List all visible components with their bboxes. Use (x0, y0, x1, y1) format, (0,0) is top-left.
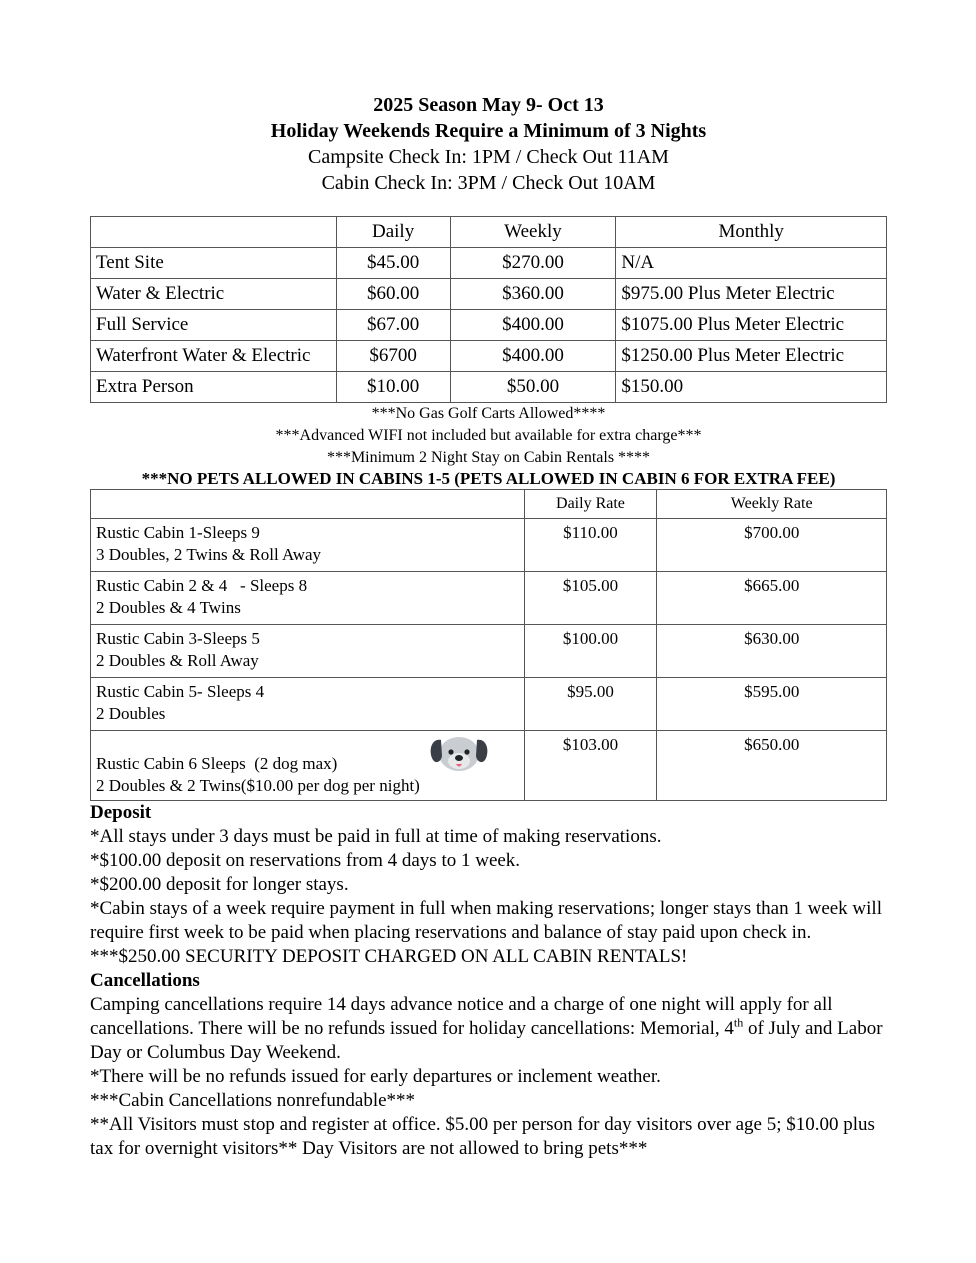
table-row (91, 248, 887, 279)
cancellation-text: Camping cancellations require 14 days advance notice and a charge of one night will apply for all cancellations. There will be no refunds issued for holiday cancellations: Memorial, 4 (90, 994, 833, 1039)
ordinal-suffix: th (733, 1015, 744, 1030)
site-type: Tent Site (91, 248, 337, 279)
cancellation-line (90, 993, 887, 1065)
daily-rate: $110.00 (524, 519, 657, 572)
daily-rate: $10.00 (336, 372, 450, 403)
cancellation-text: of July and Labor Day or Columbus Day Weekend. (90, 1018, 883, 1063)
monthly-rate: $150.00 (616, 372, 887, 403)
cabin-description (91, 625, 525, 678)
table-row (91, 572, 887, 625)
table-row (91, 310, 887, 341)
table-row (91, 341, 887, 372)
header-cell: Daily (336, 217, 450, 248)
deposit-heading: Deposit (90, 802, 152, 823)
weekly-rate: $270.00 (450, 248, 616, 279)
daily-rate: $100.00 (524, 625, 657, 678)
daily-rate: $6700 (336, 341, 450, 372)
header (90, 92, 887, 196)
monthly-rate: $1250.00 Plus Meter Electric (616, 341, 887, 372)
site-type: Extra Person (91, 372, 337, 403)
rate-sheet (90, 92, 887, 1161)
table-row (91, 372, 887, 403)
site-type: Waterfront Water & Electric (91, 341, 337, 372)
header-cell (91, 490, 525, 519)
monthly-rate: $975.00 Plus Meter Electric (616, 279, 887, 310)
table-row (91, 519, 887, 572)
cancellation-line: *There will be no refunds issued for early departures or inclement weather. (90, 1066, 661, 1087)
weekly-rate: $400.00 (450, 310, 616, 341)
cabin-description (91, 731, 525, 801)
site-type: Full Service (91, 310, 337, 341)
campsite-rates-table (90, 216, 887, 403)
cabin-name: Rustic Cabin 2 & 4 - Sleeps 8 (96, 576, 308, 595)
daily-rate: $45.00 (336, 248, 450, 279)
cabin-beds: 2 Doubles & 4 Twins (96, 598, 241, 617)
table-row (91, 279, 887, 310)
table-header-row (91, 490, 887, 519)
header-cell: Weekly (450, 217, 616, 248)
weekly-rate: $400.00 (450, 341, 616, 372)
cabin-name: Rustic Cabin 1-Sleeps 9 (96, 523, 260, 542)
cabin-name: Rustic Cabin 5- Sleeps 4 (96, 682, 265, 701)
weekly-rate: $700.00 (657, 519, 887, 572)
deposit-line: *Cabin stays of a week require payment in full when making reservations; longer stays than 1 week will require first week to be paid when placing reservations and balance of stay paid upon check in. ***$250.00 SECURITY DEPOSIT CHARGED ON ALL CABIN RENTALS! (90, 898, 882, 967)
monthly-rate: $1075.00 Plus Meter Electric (616, 310, 887, 341)
daily-rate: $95.00 (524, 678, 657, 731)
dog-face-icon (427, 732, 491, 772)
header-cell: Monthly (616, 217, 887, 248)
cabin-beds: 2 Doubles (96, 704, 166, 723)
header-cell (91, 217, 337, 248)
cabin-description (91, 572, 525, 625)
header-cell: Weekly Rate (657, 490, 887, 519)
daily-rate: $105.00 (524, 572, 657, 625)
table-row (91, 625, 887, 678)
monthly-rate: N/A (616, 248, 887, 279)
holiday-note: Holiday Weekends Require a Minimum of 3 Nights (270, 120, 707, 142)
golf-cart-note: ***No Gas Golf Carts Allowed**** (371, 405, 606, 422)
cabin-name: Rustic Cabin 6 Sleeps (2 dog max) (96, 754, 338, 773)
site-type: Water & Electric (91, 279, 337, 310)
cabin-checkin: Cabin Check In: 3PM / Check Out 10AM (321, 172, 656, 194)
deposit-line: *$100.00 deposit on reservations from 4 days to 1 week. (90, 850, 521, 871)
pets-note: ***NO PETS ALLOWED IN CABINS 1-5 (PETS ALLOWED IN CABIN 6 FOR EXTRA FEE) (141, 469, 836, 488)
policies (90, 801, 887, 1161)
table-row (91, 731, 887, 801)
cabin-name: Rustic Cabin 3-Sleeps 5 (96, 629, 260, 648)
cabin-beds: 3 Doubles, 2 Twins & Roll Away (96, 545, 322, 564)
daily-rate: $103.00 (524, 731, 657, 801)
rules-notes (90, 403, 887, 489)
weekly-rate: $595.00 (657, 678, 887, 731)
weekly-rate: $665.00 (657, 572, 887, 625)
cabin-rates-table (90, 489, 887, 801)
weekly-rate: $360.00 (450, 279, 616, 310)
visitor-line: **All Visitors must stop and register at office. $5.00 per person for day visitors over age 5; $10.00 plus tax for overnight visitors** Day Visitors are not allowed to bring pets*** (90, 1114, 875, 1159)
cabin-beds: 2 Doubles & Roll Away (96, 651, 259, 670)
cancellations-heading: Cancellations (90, 970, 200, 991)
cabin-description (91, 519, 525, 572)
deposit-line: *$200.00 deposit for longer stays. (90, 874, 349, 895)
weekly-rate: $650.00 (657, 731, 887, 801)
wifi-note: ***Advanced WIFI not included but available for extra charge*** (275, 427, 702, 444)
weekly-rate: $630.00 (657, 625, 887, 678)
table-header-row (91, 217, 887, 248)
daily-rate: $67.00 (336, 310, 450, 341)
season-title: 2025 Season May 9- Oct 13 (373, 94, 604, 116)
daily-rate: $60.00 (336, 279, 450, 310)
cabin-description (91, 678, 525, 731)
campsite-checkin: Campsite Check In: 1PM / Check Out 11AM (308, 146, 669, 168)
cabin-beds: 2 Doubles & 2 Twins($10.00 per dog per night) (96, 776, 420, 795)
cancellation-line: ***Cabin Cancellations nonrefundable*** (90, 1090, 416, 1111)
table-row (91, 678, 887, 731)
deposit-line: *All stays under 3 days must be paid in full at time of making reservations. (90, 826, 662, 847)
minimum-stay-note: ***Minimum 2 Night Stay on Cabin Rentals **** (326, 449, 651, 466)
header-cell: Daily Rate (524, 490, 657, 519)
weekly-rate: $50.00 (450, 372, 616, 403)
